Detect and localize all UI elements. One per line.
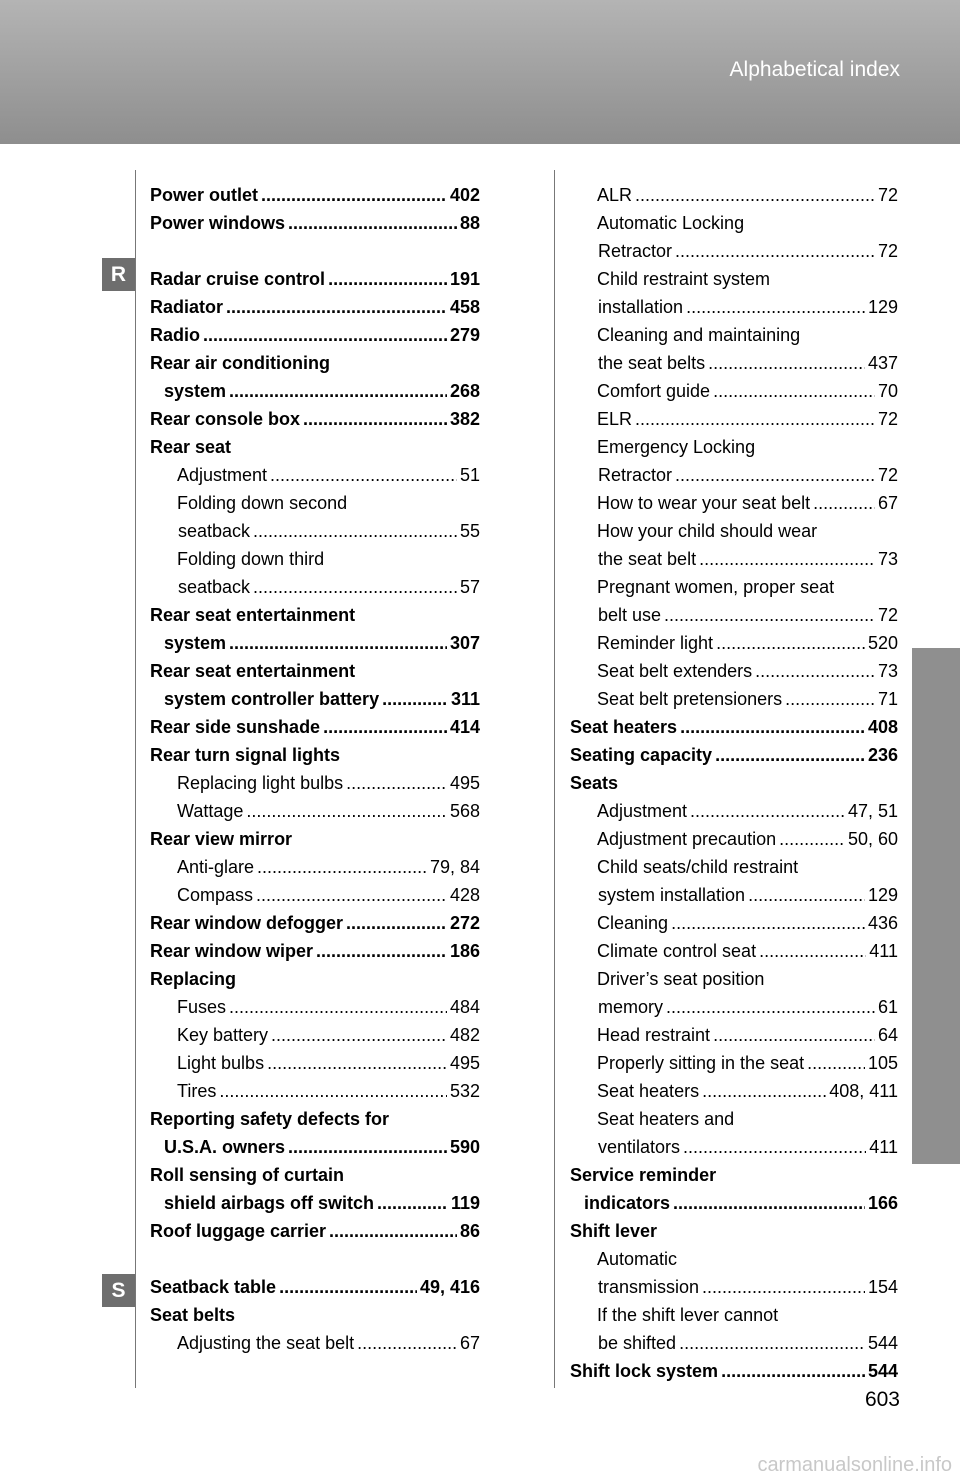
entry-term: Rear window defogger [150,913,344,933]
entry-term: seatback [178,521,251,541]
index-entry [570,1357,898,1385]
entry-term: system [164,633,227,653]
dot-leader [680,713,865,741]
header-title: Alphabetical index [729,58,900,81]
dot-leader [328,265,447,293]
entry-page: 73 [877,661,898,681]
dot-leader [679,1329,865,1357]
entry-term: Properly sitting in the seat [597,1053,805,1073]
index-entry [570,993,898,1021]
entry-term: Child seats/child restraint [597,857,799,877]
index-entry [570,209,898,237]
index-entry [150,909,480,937]
index-entry [570,769,898,797]
index-entry [150,1077,480,1105]
entry-term: Rear window wiper [150,941,314,961]
entry-page: 88 [459,213,480,233]
entry-term: Service reminder [570,1165,717,1185]
index-entry [150,1329,480,1357]
dot-leader [715,741,865,769]
entry-term: Seat belt pretensioners [597,689,783,709]
index-entry [150,657,480,685]
entry-page: 50, 60 [847,829,898,849]
dot-leader [246,797,447,825]
entry-page: 236 [867,745,898,765]
entry-term: Climate control seat [597,941,757,961]
entry-page: 411 [869,941,898,961]
entry-term: Rear console box [150,409,301,429]
index-entry [570,1049,898,1077]
index-entry [570,1245,898,1273]
entry-page: 411 [869,1137,898,1157]
index-entry [570,377,898,405]
section-tab-r: R [102,258,135,291]
index-entry [570,853,898,881]
index-entry [570,349,898,377]
entry-term: Seat heaters and [597,1109,735,1129]
entry-term: Rear turn signal lights [150,745,341,765]
index-entry [570,685,898,713]
index-entry [150,1273,480,1301]
index-entry [570,741,898,769]
watermark: carmanualsonline.info [757,1454,952,1476]
entry-term: Adjustment [177,465,268,485]
entry-page: 437 [867,353,898,373]
entry-page: 61 [877,997,898,1017]
index-entry [570,1161,898,1189]
entry-term: Automatic Locking [597,213,745,233]
dot-leader [699,545,875,573]
dot-leader [683,1133,866,1161]
dot-leader [755,657,875,685]
section-tab-s: S [102,1274,135,1307]
dot-leader [377,1189,448,1217]
entry-term: Wattage [177,801,244,821]
entry-term: Replacing [150,969,237,989]
dot-leader [261,181,447,209]
entry-term: Seatback table [150,1277,277,1297]
entry-term: indicators [584,1193,671,1213]
entry-page: 71 [877,689,898,709]
entry-page: 72 [877,605,898,625]
entry-term: Rear seat [150,437,232,457]
dot-leader [759,937,866,965]
index-entry [570,489,898,517]
dot-leader [257,853,427,881]
entry-term: Cleaning and maintaining [597,325,801,345]
dot-leader [270,461,457,489]
entry-term: the seat belt [598,549,697,569]
entry-page: 72 [877,241,898,261]
entry-page: 428 [449,885,480,905]
index-entry [570,1217,898,1245]
index-entry [570,433,898,461]
entry-page: 129 [867,297,898,317]
entry-page: 72 [877,185,898,205]
dot-leader [779,825,845,853]
index-entry [570,405,898,433]
entry-term: Comfort guide [597,381,711,401]
entry-term: Radiator [150,297,224,317]
index-entry [570,881,898,909]
entry-term: Anti-glare [177,857,255,877]
entry-term: ELR [597,409,633,429]
dot-leader [279,1273,417,1301]
index-entry [570,461,898,489]
entry-term: Shift lever [570,1221,658,1241]
index-entry [150,853,480,881]
index-entry [150,545,480,573]
entry-page: 72 [877,465,898,485]
column-divider-left [135,170,136,1388]
entry-term: Retractor [598,241,673,261]
index-entry [150,797,480,825]
entry-page: 402 [449,185,480,205]
entry-term: Roof luggage carrier [150,1221,327,1241]
dot-leader [329,1217,457,1245]
entry-term: Fuses [177,997,227,1017]
index-entry [150,489,480,517]
index-entry [150,293,480,321]
index-entry [570,1329,898,1357]
index-entry [570,237,898,265]
entry-term: Compass [177,885,254,905]
entry-page: 568 [449,801,480,821]
entry-page: 484 [449,997,480,1017]
entry-page: 191 [449,269,480,289]
dot-leader [785,685,875,713]
index-entry [150,209,480,237]
section-gap [150,237,480,265]
entry-page: 105 [867,1053,898,1073]
entry-page: 57 [459,577,480,597]
entry-page: 408 [867,717,898,737]
entry-page: 382 [449,409,480,429]
entry-term: How to wear your seat belt [597,493,811,513]
dot-leader [666,993,875,1021]
entry-term: system [164,381,227,401]
dot-leader [716,629,865,657]
dot-leader [673,1189,865,1217]
entry-term: Light bulbs [177,1053,265,1073]
dot-leader [675,237,875,265]
index-entry [570,825,898,853]
column-divider-middle [554,170,555,1388]
dot-leader [721,1357,865,1385]
thumb-index-tab [912,648,960,1164]
dot-leader [713,1021,875,1049]
entry-term: seatback [178,577,251,597]
entry-term: installation [598,297,684,317]
index-entry [570,713,898,741]
entry-page: 67 [459,1333,480,1353]
entry-term: Adjustment [597,801,688,821]
entry-term: system installation [598,885,746,905]
index-entry [570,909,898,937]
entry-term: Emergency Locking [597,437,756,457]
entry-page: 436 [867,913,898,933]
dot-leader [288,209,457,237]
entry-term: Power windows [150,213,286,233]
entry-page: 67 [877,493,898,513]
dot-leader [229,629,447,657]
dot-leader [813,489,875,517]
index-entry [570,573,898,601]
entry-page: 64 [877,1025,898,1045]
entry-term: the seat belts [598,353,706,373]
dot-leader [713,377,875,405]
entry-term: Automatic [597,1249,678,1269]
dot-leader [229,993,447,1021]
entry-page: 272 [449,913,480,933]
dot-leader [267,1049,447,1077]
dot-leader [702,1273,865,1301]
entry-term: Tires [177,1081,217,1101]
entry-term: Folding down second [177,493,348,513]
entry-term: Pregnant women, proper seat [597,577,835,597]
index-entry [570,629,898,657]
entry-term: be shifted [598,1333,677,1353]
dot-leader [357,1329,457,1357]
entry-term: Retractor [598,465,673,485]
index-entry [150,321,480,349]
dot-leader [346,769,447,797]
entry-term: Cleaning [597,913,669,933]
entry-term: Radar cruise control [150,269,326,289]
section-gap [150,1245,480,1273]
entry-term: Adjusting the seat belt [177,1333,355,1353]
index-entry [150,713,480,741]
dot-leader [203,321,447,349]
index-entry [150,993,480,1021]
dot-leader [229,377,447,405]
index-entry [570,181,898,209]
dot-leader [635,405,875,433]
index-entry [570,321,898,349]
index-entry [570,1021,898,1049]
index-entry [150,1021,480,1049]
index-entry [150,517,480,545]
dot-leader [219,1077,447,1105]
entry-term: Rear view mirror [150,829,293,849]
index-entry [150,573,480,601]
dot-leader [708,349,865,377]
entry-term: transmission [598,1277,700,1297]
dot-leader [253,573,457,601]
index-entry [570,1133,898,1161]
dot-leader [635,181,875,209]
dot-leader [671,909,865,937]
entry-term: belt use [598,605,662,625]
entry-page: 590 [449,1137,480,1157]
index-entry [570,657,898,685]
index-entry [150,881,480,909]
entry-page: 532 [449,1081,480,1101]
entry-term: Seat heaters [570,717,678,737]
entry-page: 72 [877,409,898,429]
index-entry [570,545,898,573]
entry-page: 544 [867,1333,898,1353]
index-entry [150,1161,480,1189]
index-entry [150,1105,480,1133]
entry-term: Seat belts [150,1305,236,1325]
entry-page: 70 [877,381,898,401]
entry-page: 186 [449,941,480,961]
index-entry [570,1273,898,1301]
entry-term: Seat belt extenders [597,661,753,681]
index-column-right [570,181,898,1385]
entry-term: U.S.A. owners [164,1137,286,1157]
index-entry [570,797,898,825]
entry-term: If the shift lever cannot [597,1305,779,1325]
page-number: 603 [864,1388,900,1411]
dot-leader [702,1077,826,1105]
entry-term: Folding down third [177,549,325,569]
dot-leader [323,713,447,741]
entry-page: 544 [867,1361,898,1381]
entry-term: How your child should wear [597,521,818,541]
index-entry [570,1077,898,1105]
entry-page: 86 [459,1221,480,1241]
dot-leader [303,405,447,433]
dot-leader [226,293,447,321]
index-entry [150,181,480,209]
index-entry [570,265,898,293]
entry-term: Seating capacity [570,745,713,765]
index-entry [570,1189,898,1217]
entry-page: 129 [867,885,898,905]
dot-leader [316,937,447,965]
index-entry [570,517,898,545]
index-entry [150,433,480,461]
entry-page: 408, 411 [829,1081,898,1101]
entry-page: 55 [459,521,480,541]
entry-term: Rear seat entertainment [150,661,356,681]
entry-term: Radio [150,325,201,345]
dot-leader [664,601,875,629]
index-entry [150,405,480,433]
entry-term: Reminder light [597,633,714,653]
entry-page: 520 [867,633,898,653]
index-entry [150,629,480,657]
dot-leader [686,293,865,321]
entry-term: Rear seat entertainment [150,605,356,625]
dot-leader [346,909,447,937]
entry-page: 268 [449,381,480,401]
entry-term: Key battery [177,1025,269,1045]
entry-page: 73 [877,549,898,569]
entry-term: Reporting safety defects for [150,1109,390,1129]
entry-term: Seat heaters [597,1081,700,1101]
index-entry [150,349,480,377]
index-entry [150,1049,480,1077]
index-column-left [150,181,480,1357]
entry-page: 49, 416 [419,1277,480,1297]
index-entry [150,741,480,769]
dot-leader [256,881,447,909]
index-entry [150,937,480,965]
entry-term: Rear air conditioning [150,353,331,373]
entry-page: 79, 84 [429,857,480,877]
entry-term: ALR [597,185,633,205]
entry-term: Child restraint system [597,269,771,289]
index-entry [570,937,898,965]
entry-term: shield airbags off switch [164,1193,375,1213]
entry-page: 119 [450,1193,480,1213]
dot-leader [748,881,865,909]
dot-leader [382,685,448,713]
entry-page: 482 [449,1025,480,1045]
index-entry [570,965,898,993]
entry-term: Power outlet [150,185,259,205]
index-entry [570,1301,898,1329]
index-entry [150,265,480,293]
entry-term: Driver’s seat position [597,969,765,989]
index-entry [150,769,480,797]
index-entry [150,377,480,405]
dot-leader [690,797,845,825]
entry-page: 458 [449,297,480,317]
entry-page: 495 [449,1053,480,1073]
index-entry [150,685,480,713]
entry-term: Seats [570,773,619,793]
entry-term: Shift lock system [570,1361,719,1381]
entry-term: Roll sensing of curtain [150,1165,345,1185]
entry-page: 166 [867,1193,898,1213]
index-entry [150,825,480,853]
index-entry [150,1133,480,1161]
index-entry [150,461,480,489]
entry-term: ventilators [598,1137,681,1157]
index-entry [150,1189,480,1217]
entry-page: 414 [449,717,480,737]
index-entry [150,1217,480,1245]
entry-page: 47, 51 [847,801,898,821]
index-entry [570,601,898,629]
dot-leader [253,517,457,545]
page-header [0,0,960,144]
entry-page: 154 [867,1277,898,1297]
entry-term: memory [598,997,664,1017]
index-entry [150,965,480,993]
dot-leader [271,1021,447,1049]
entry-page: 307 [449,633,480,653]
entry-page: 495 [449,773,480,793]
entry-term: Head restraint [597,1025,711,1045]
entry-page: 51 [459,465,480,485]
index-entry [570,293,898,321]
index-entry [570,1105,898,1133]
dot-leader [288,1133,447,1161]
dot-leader [807,1049,865,1077]
dot-leader [675,461,875,489]
entry-page: 311 [450,689,480,709]
index-entry [150,1301,480,1329]
entry-term: system controller battery [164,689,380,709]
index-entry [150,601,480,629]
entry-term: Adjustment precaution [597,829,777,849]
entry-term: Replacing light bulbs [177,773,344,793]
entry-page: 279 [449,325,480,345]
entry-term: Rear side sunshade [150,717,321,737]
